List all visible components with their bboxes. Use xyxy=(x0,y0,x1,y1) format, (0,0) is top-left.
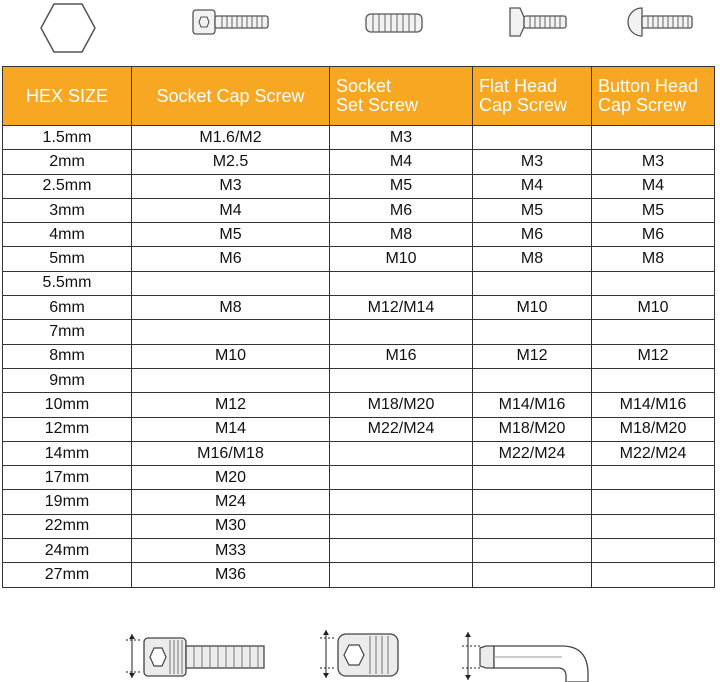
table-row xyxy=(3,563,715,587)
table-row xyxy=(3,150,715,174)
hex-size-cell: 7mm xyxy=(3,320,132,344)
screw-size-cell xyxy=(330,514,473,538)
header-socket-set-screw xyxy=(330,67,473,126)
table-row xyxy=(3,368,715,392)
screw-size-cell: M14 xyxy=(132,417,330,441)
screw-size-cell: M18/M20 xyxy=(330,393,473,417)
screw-size-cell: M1.6/M2 xyxy=(132,126,330,150)
hex-size-cell: 6mm xyxy=(3,296,132,320)
screw-size-cell xyxy=(592,271,715,295)
screw-size-cell xyxy=(473,126,592,150)
header-label-line1: Socket xyxy=(336,76,392,96)
table-row xyxy=(3,344,715,368)
table-row xyxy=(3,126,715,150)
screw-size-cell: M3 xyxy=(132,174,330,198)
header-icon-row xyxy=(0,0,720,60)
hex-size-cell: 4mm xyxy=(3,223,132,247)
hex-key-measure-icon xyxy=(458,630,598,682)
screw-size-cell xyxy=(330,320,473,344)
screw-size-cell xyxy=(592,563,715,587)
screw-size-cell: M33 xyxy=(132,539,330,563)
screw-size-cell: M12 xyxy=(473,344,592,368)
screw-size-cell: M6 xyxy=(330,198,473,222)
table-row xyxy=(3,539,715,563)
screw-size-cell xyxy=(592,466,715,490)
hex-size-cell: 1.5mm xyxy=(3,126,132,150)
screw-size-cell: M8 xyxy=(330,223,473,247)
table-row xyxy=(3,393,715,417)
flat-head-screw-icon xyxy=(508,6,568,38)
hex-size-cell: 19mm xyxy=(3,490,132,514)
screw-size-cell: M30 xyxy=(132,514,330,538)
table-row xyxy=(3,490,715,514)
screw-size-cell: M10 xyxy=(473,296,592,320)
table-row xyxy=(3,320,715,344)
hex-size-cell: 10mm xyxy=(3,393,132,417)
hex-size-cell: 14mm xyxy=(3,441,132,465)
screw-size-cell: M22/M24 xyxy=(330,417,473,441)
screw-size-cell: M4 xyxy=(592,174,715,198)
screw-size-cell xyxy=(473,320,592,344)
screw-size-cell: M14/M16 xyxy=(592,393,715,417)
hex-size-cell: 2.5mm xyxy=(3,174,132,198)
table-row xyxy=(3,198,715,222)
header-label: HEX SIZE xyxy=(25,85,109,106)
screw-size-cell xyxy=(592,539,715,563)
screw-size-cell: M4 xyxy=(473,174,592,198)
hex-size-cell: 2mm xyxy=(3,150,132,174)
screw-size-cell: M6 xyxy=(473,223,592,247)
screw-size-cell: M6 xyxy=(132,247,330,271)
screw-size-cell: M5 xyxy=(473,198,592,222)
header-label-line2: Cap Screw xyxy=(479,95,568,115)
screw-size-cell: M8 xyxy=(473,247,592,271)
screw-size-cell xyxy=(473,490,592,514)
hex-size-cell: 22mm xyxy=(3,514,132,538)
screw-size-cell: M4 xyxy=(330,150,473,174)
table-body xyxy=(3,126,715,588)
screw-size-cell: M5 xyxy=(132,223,330,247)
screw-size-cell xyxy=(330,441,473,465)
socket-cap-screw-icon xyxy=(192,8,270,36)
screw-size-cell: M6 xyxy=(592,223,715,247)
header-hex-size xyxy=(3,67,132,126)
header-label-line2: Cap Screw xyxy=(598,95,687,115)
screw-size-cell: M24 xyxy=(132,490,330,514)
table-row xyxy=(3,417,715,441)
screw-size-cell xyxy=(473,271,592,295)
screw-size-cell: M22/M24 xyxy=(592,441,715,465)
screw-size-cell xyxy=(592,514,715,538)
header-label-line1: Flat Head xyxy=(479,76,558,96)
screw-size-cell xyxy=(132,368,330,392)
hex-size-cell: 12mm xyxy=(3,417,132,441)
table-row xyxy=(3,514,715,538)
screw-size-cell: M16 xyxy=(330,344,473,368)
table-row xyxy=(3,441,715,465)
screw-size-cell xyxy=(330,539,473,563)
table-row xyxy=(3,247,715,271)
hex-size-cell: 9mm xyxy=(3,368,132,392)
screw-size-cell: M3 xyxy=(330,126,473,150)
screw-size-cell xyxy=(132,320,330,344)
screw-size-cell: M8 xyxy=(132,296,330,320)
screw-size-cell: M3 xyxy=(473,150,592,174)
header-label: Socket Cap Screw xyxy=(156,85,305,106)
screw-size-cell xyxy=(473,539,592,563)
screw-size-cell xyxy=(592,320,715,344)
screw-size-cell xyxy=(473,466,592,490)
screw-size-cell: M8 xyxy=(592,247,715,271)
screw-size-cell: M5 xyxy=(330,174,473,198)
hex-size-cell: 5mm xyxy=(3,247,132,271)
cap-screw-measure-icon xyxy=(122,632,272,680)
screw-size-cell: M2.5 xyxy=(132,150,330,174)
hex-size-cell: 17mm xyxy=(3,466,132,490)
screw-size-cell xyxy=(330,368,473,392)
table-row xyxy=(3,296,715,320)
screw-size-cell: M12/M14 xyxy=(330,296,473,320)
set-screw-icon xyxy=(365,12,423,34)
screw-size-cell: M18/M20 xyxy=(473,417,592,441)
screw-size-cell: M14/M16 xyxy=(473,393,592,417)
screw-size-cell xyxy=(473,514,592,538)
screw-size-cell: M10 xyxy=(132,344,330,368)
table-header-row xyxy=(3,67,715,126)
screw-size-cell: M10 xyxy=(592,296,715,320)
header-socket-cap-screw xyxy=(132,67,330,126)
screw-size-cell: M16/M18 xyxy=(132,441,330,465)
table-row xyxy=(3,271,715,295)
hexagon-icon xyxy=(40,2,96,54)
screw-size-cell xyxy=(592,126,715,150)
header-flat-head-cap-screw xyxy=(473,67,592,126)
screw-size-cell: M4 xyxy=(132,198,330,222)
screw-size-cell xyxy=(330,466,473,490)
screw-size-cell: M22/M24 xyxy=(473,441,592,465)
hex-size-cell: 8mm xyxy=(3,344,132,368)
screw-size-cell: M20 xyxy=(132,466,330,490)
screw-size-cell xyxy=(330,563,473,587)
screw-size-cell: M3 xyxy=(592,150,715,174)
screw-size-cell xyxy=(592,368,715,392)
screw-size-cell: M5 xyxy=(592,198,715,222)
screw-size-cell: M18/M20 xyxy=(592,417,715,441)
button-head-screw-icon xyxy=(626,6,694,38)
header-label-line1: Button Head xyxy=(598,76,699,96)
hex-size-table xyxy=(2,66,715,588)
hex-size-cell: 27mm xyxy=(3,563,132,587)
screw-size-cell xyxy=(132,271,330,295)
hex-size-cell: 24mm xyxy=(3,539,132,563)
hex-size-cell: 5.5mm xyxy=(3,271,132,295)
set-screw-measure-icon xyxy=(316,628,406,680)
screw-size-cell xyxy=(473,563,592,587)
header-button-head-cap-screw xyxy=(592,67,715,126)
screw-size-cell: M12 xyxy=(592,344,715,368)
screw-size-cell xyxy=(473,368,592,392)
screw-size-cell: M12 xyxy=(132,393,330,417)
screw-size-cell xyxy=(330,271,473,295)
table-row xyxy=(3,174,715,198)
screw-size-cell xyxy=(592,490,715,514)
table-row xyxy=(3,466,715,490)
table-row xyxy=(3,223,715,247)
hex-size-cell: 3mm xyxy=(3,198,132,222)
screw-size-cell: M10 xyxy=(330,247,473,271)
screw-size-cell: M36 xyxy=(132,563,330,587)
header-label-line2: Set Screw xyxy=(336,95,419,115)
screw-size-cell xyxy=(330,490,473,514)
